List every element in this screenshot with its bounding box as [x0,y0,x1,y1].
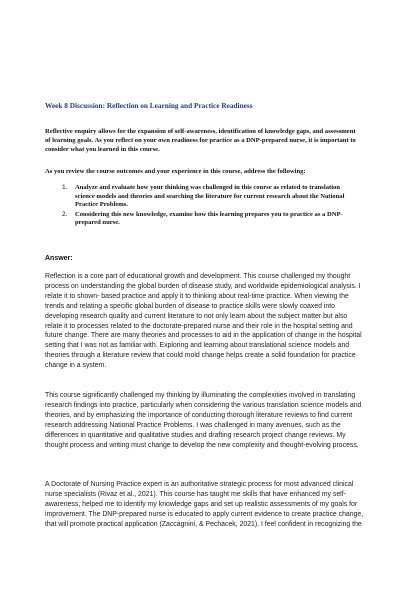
prompt-instruction: As you review the course outcomes and your experience in this course, address the following: [45,168,306,175]
prompt-intro: Reflective enquiry allows for the expansion of self-awareness, identification of knowledge gaps, and assessment of learning goals. As you reflect on your own readiness for practice as a DNP-prepared nurse, it is important to consider what you learned in this course. [45,128,356,153]
question-number: 1. [62,184,68,191]
answer-paragraph: This course significantly challenged my thinking by illuminating the complexities involved in translating research findings into practice, particularly when considering the various translation science models and theories, and by emphasizing the importance of conducting thorough literature reviews to find current research addressing National Practice Problems. I was challenged in many avenues, such as the differences in quantitative and qualitative studies and drafting research project change reviews. My thought process and writing must change to develop the new complexity and thought-evolving process. [45,392,362,449]
answer-paragraph: Reflection is a core part of educational growth and development. This course challenged my thought process on understanding the global burden of disease study, and worldwide epidemiological analysis. I relate it to shown- based practice and apply it to thinking about real-time practice. When viewing the trends and relating a specific global burden of disease to practice skills were slowly coaxed into developing research quality and current literature to not only learn about the subject matter but also relate it to processes related to the doctorate-prepared nurse and their role in the hospital setting and future change. There are many theories and processes to aid in the application of change in the hospital setting that I was not as familiar with. Exploring and learning about translational science models and theories through a literature review that could mold change helps create a solid foundation for practice change in a system. [45,273,362,370]
question-item [62,184,352,210]
question-number: 2. [62,210,68,218]
question-text: Considering this new knowledge, examine how this learning prepares you to practice as a DNP-prepared nurse. [75,210,343,226]
answer-heading: Answer: [45,255,73,262]
question-text: Analyze and evaluate how your thinking was challenged in this course as related to translation science models and theories and searching the literature for current research about the National Practice Problems. [75,184,345,208]
document-title: Week 8 Discussion: Reflection on Learning and Practice Readiness [45,101,253,110]
question-item [62,211,352,228]
answer-paragraph: A Doctorate of Nursing Practice expert is an authoritative strategic process for most advanced clinical nurse specialists (Rivaz et al., 2021). This course has taught me skills that have enhanced my self-awareness, helped me to identify my knowledge gaps and set up realistic assessments of my goals for improvement. The DNP-prepared nurse is educated to apply current evidence to create practice change, that will promote practical application (Zaccagnini, & Pechacek, 2021). I feel confident in recognizing the [45,481,364,528]
question-list [62,184,352,229]
